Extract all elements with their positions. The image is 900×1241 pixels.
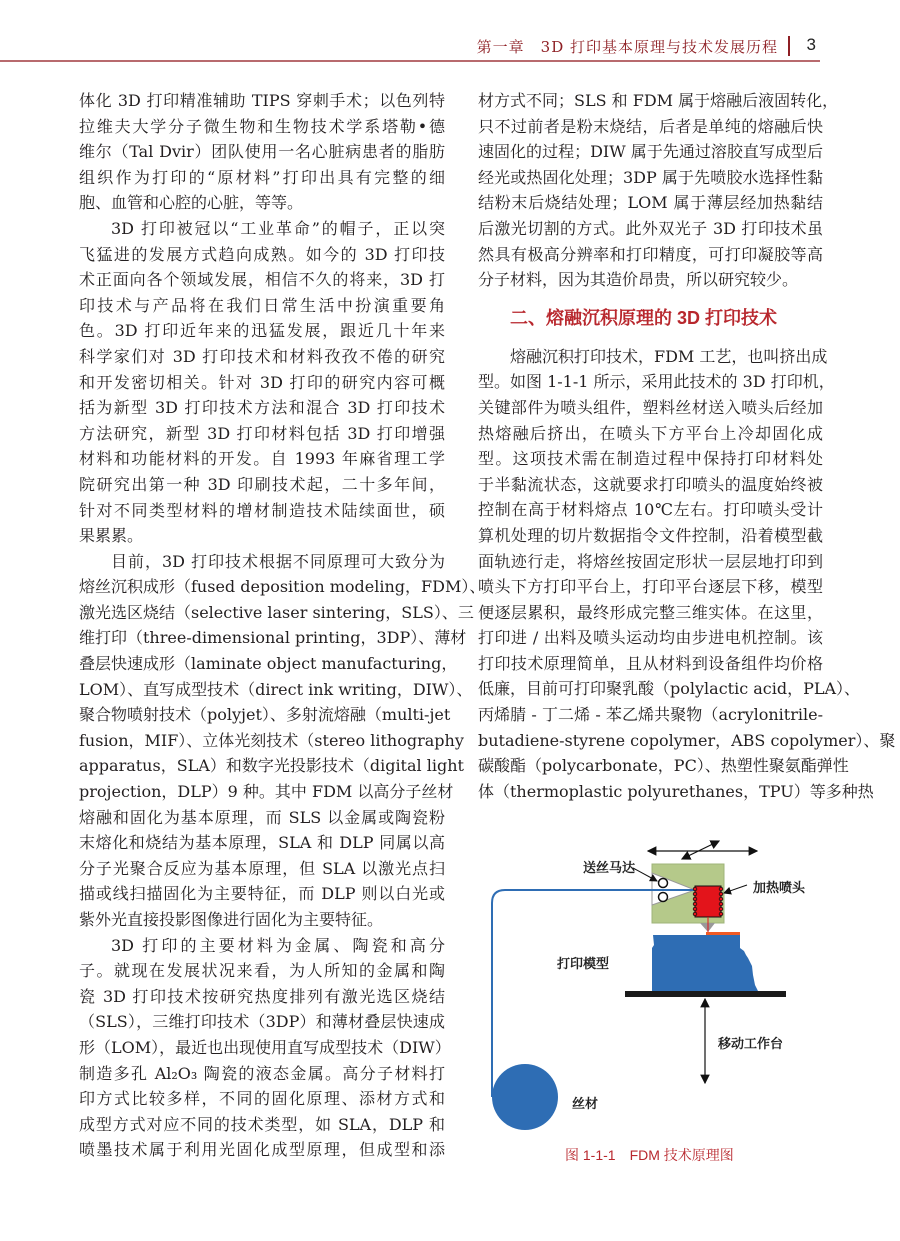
text-line: 3D 打印的主要材料为金属、陶瓷和高分 bbox=[111, 935, 445, 955]
y-axis-arrow bbox=[682, 841, 719, 859]
text-line: 于半黏流状态，这就要求打印喷头的温度始终被 bbox=[478, 474, 823, 494]
text-line: fusion，MIF）、立体光刻技术（stereo lithography bbox=[79, 730, 464, 750]
text-line: 叠层快速成形（laminate object manufacturing， bbox=[79, 654, 458, 674]
text-line: 面轨迹行走，将熔丝按固定形状一层层地打印到 bbox=[478, 551, 823, 571]
text-line: 分子材料，因为其造价昂贵，所以研究较少。 bbox=[478, 270, 799, 290]
text-line: 子。就现在发展状况来看，为人所知的金属和陶 bbox=[79, 961, 445, 981]
text-line: 打印进 / 出料及喷头运动均由步进电机控制。该 bbox=[478, 628, 823, 648]
text-line: 果累累。 bbox=[79, 526, 144, 546]
text-line: 术正面向各个领域发展，相信不久的将来，3D 打 bbox=[79, 270, 445, 290]
label-filament: 丝材 bbox=[572, 1096, 599, 1111]
text-line: 方法研究，新型 3D 打印材料包括 3D 打印增强 bbox=[79, 423, 445, 443]
text-line: 拉维夫大学分子微生物和生物技术学系塔勒•德 bbox=[79, 116, 445, 136]
text-line: 便逐层累积，最终形成完整三维实体。在这里， bbox=[478, 602, 823, 622]
text-line: 紫外光直接投影图像进行固化为主要特征。 bbox=[79, 910, 384, 929]
feed-roller-icon bbox=[659, 879, 668, 888]
text-line: 材料和功能材料的开发。自 1993 年麻省理工学 bbox=[79, 449, 445, 469]
text-line: 括为新型 3D 打印技术方法和混合 3D 打印技术 bbox=[79, 398, 445, 418]
text-line: 印技术与产品将在我们日常生活中扮演重要角 bbox=[79, 295, 445, 315]
filament-spool bbox=[492, 1064, 558, 1130]
text-line: 喷墨技术属于利用光固化成型原理，但成型和添 bbox=[79, 1140, 445, 1160]
text-line: 维打印（three-dimensional printing，3DP）、薄材 bbox=[79, 628, 467, 648]
text-line: 聚合物喷射技术（polyjet）、多射流熔融（multi-jet bbox=[79, 705, 451, 725]
label-printed-model: 打印模型 bbox=[557, 956, 610, 971]
text-line: 院研究出第一种 3D 印刷技术起，二十多年间， bbox=[79, 474, 445, 494]
text-line: 经光或热固化处理；3DP 属于先喷胶水选择性黏 bbox=[478, 167, 823, 187]
text-line: 目前，3D 打印技术根据不同原理可大致分为 bbox=[111, 551, 445, 571]
text-line: 关键部件为喷头组件，塑料丝材送入喷头后经加 bbox=[478, 397, 823, 417]
text-line: LOM）、直写成型技术（direct ink writing，DIW）、 bbox=[79, 679, 473, 699]
text-line: 然具有极高分辨率和打印精度，可打印凝胶等高 bbox=[478, 244, 823, 264]
pointer-arrow bbox=[724, 885, 747, 893]
printed-model bbox=[652, 935, 758, 991]
text-line: 型。如图 1-1-1 所示，采用此技术的 3D 打印机， bbox=[478, 372, 835, 392]
text-line: apparatus，SLA）和数字光投影技术（digital light bbox=[79, 756, 464, 776]
text-line: 瓷 3D 打印技术按研究热度排列有激光选区烧结 bbox=[79, 986, 445, 1006]
text-line: 结粉末后烧结处理；LOM 属于薄层经加热黏结 bbox=[478, 193, 823, 213]
text-line: butadiene-styrene copolymer，ABS copolymer）、聚 bbox=[478, 730, 896, 750]
feed-roller-icon bbox=[659, 893, 668, 902]
text-line: 材方式不同；SLS 和 FDM 属于熔融后液固转化， bbox=[478, 91, 839, 110]
text-line: 形（LOM），最近也出现使用直写成型技术（DIW） bbox=[79, 1037, 451, 1057]
text-line: 丙烯腈 - 丁二烯 - 苯乙烯共聚物（acrylonitrile- bbox=[478, 705, 823, 725]
text-line: 只不过前者是粉末烧结，后者是单纯的熔融后快 bbox=[478, 116, 823, 136]
text-line: 3D 打印被冠以“工业革命”的帽子，正以突 bbox=[111, 218, 445, 238]
label-moving-platform: 移动工作台 bbox=[718, 1036, 784, 1051]
text-line: 熔丝沉积成形（fused deposition modeling，FDM）、 bbox=[79, 577, 486, 597]
text-line: 算机处理的切片数据指令文件控制，沿着模型截 bbox=[478, 525, 823, 545]
text-line: 维尔（Tal Dvir）团队使用一名心脏病患者的脂肪 bbox=[79, 142, 445, 162]
section-heading: 二、熔融沉积原理的 3D 打印技术 bbox=[510, 307, 778, 328]
text-line: 熔融和固化为基本原理，而 SLS 以金属或陶瓷粉 bbox=[79, 807, 445, 827]
text-line: 激光选区烧结（selective laser sintering，SLS）、三 bbox=[79, 602, 474, 622]
text-line: 速固化的过程；DIW 属于先通过溶胶直写成型后 bbox=[478, 142, 823, 162]
text-line: 飞猛进的发展方式趋向成熟。如今的 3D 打印技 bbox=[79, 244, 445, 264]
label-heated-nozzle: 加热喷头 bbox=[753, 880, 806, 895]
text-line: 体化 3D 打印精准辅助 TIPS 穿刺手术；以色列特 bbox=[79, 91, 445, 110]
text-line: 针对不同类型材料的增材制造技术陆续面世，硕 bbox=[79, 500, 445, 520]
text-line: 型。这项技术需在制造过程中保持打印材料处 bbox=[478, 449, 823, 469]
text-line: 熔融沉积打印技术，FDM 工艺，也叫挤出成 bbox=[510, 346, 828, 366]
text-line: 喷头下方打印平台上，打印平台逐层下移，模型 bbox=[478, 577, 823, 597]
text-line: 印方式比较多样，不同的固化原理、添材方式和 bbox=[79, 1089, 445, 1109]
label-feed-motor: 送丝马达 bbox=[583, 860, 636, 875]
text-line: 碳酸酯（polycarbonate，PC）、热塑性聚氨酯弹性 bbox=[478, 756, 849, 776]
text-line: 体（thermoplastic polyurethanes，TPU）等多种热 bbox=[478, 781, 874, 801]
text-line: 组织作为打印的“原材料”打印出具有完整的细 bbox=[79, 167, 445, 187]
text-line: 和开发密切相关。针对 3D 打印的研究内容可概 bbox=[79, 372, 445, 392]
text-line: 打印技术原理简单，且从材料到设备组件均价格 bbox=[478, 653, 823, 673]
text-line: 分子光聚合反应为基本原理，但 SLA 以激光点扫 bbox=[79, 858, 445, 878]
text-line: 末熔化和烧结为基本原理，SLA 和 DLP 同属以高 bbox=[79, 833, 445, 853]
text-line: 色。3D 打印近年来的迅猛发展，跟近几十年来 bbox=[79, 321, 445, 341]
figure-caption: 图 1-1-1 FDM 技术原理图 bbox=[565, 1147, 734, 1163]
text-line: 描或线扫描固化为主要特征，而 DLP 则以白光或 bbox=[79, 884, 445, 904]
text-line: projection，DLP）9 种。其中 FDM 以高分子丝材 bbox=[79, 782, 454, 802]
text-line: 制造多孔 Al₂O₃ 陶瓷的液态金属。高分子材料打 bbox=[79, 1063, 445, 1083]
platform bbox=[625, 991, 786, 997]
text-line: 后激光切割的方式。此外双光子 3D 打印技术虽 bbox=[478, 218, 823, 238]
chapter-title: 第一章 3D 打印基本原理与技术发展历程 bbox=[476, 38, 778, 56]
text-line: 低廉，目前可打印聚乳酸（polylactic acid，PLA）、 bbox=[478, 679, 861, 699]
text-line: 控制在高于材料熔点 10℃左右。打印喷头受计 bbox=[478, 500, 823, 520]
top-layer bbox=[706, 932, 740, 935]
text-line: 热熔融后挤出，在喷头下方平台上冷却固化成 bbox=[478, 423, 823, 443]
heater-block bbox=[695, 886, 721, 917]
text-line: 科学家们对 3D 打印技术和材料孜孜不倦的研究 bbox=[79, 346, 445, 366]
text-line: （SLS），三维打印技术（3DP）和薄材叠层快速成 bbox=[79, 1012, 445, 1032]
text-line: 胞、血管和心腔的心脏，等等。 bbox=[79, 193, 304, 213]
text-line: 成型方式对应不同的技术类型，如 SLA，DLP 和 bbox=[79, 1114, 445, 1134]
page-number: 3 bbox=[806, 35, 816, 54]
